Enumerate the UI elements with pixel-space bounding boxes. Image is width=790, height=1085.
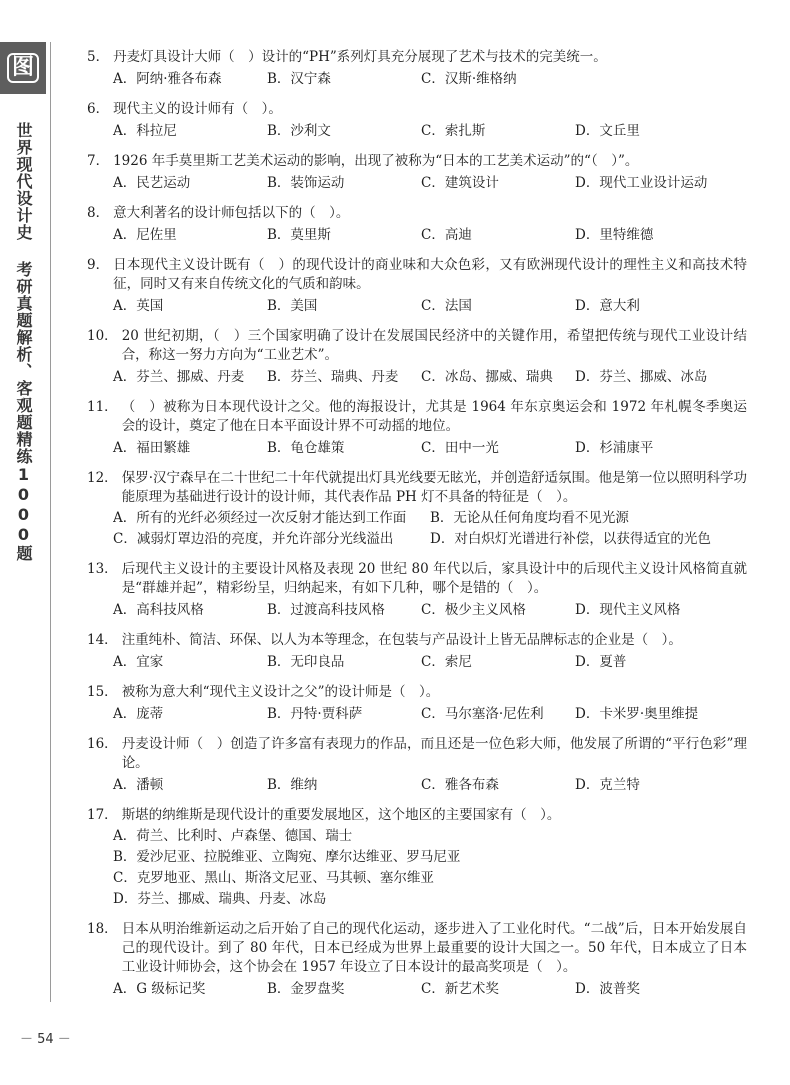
answer-option: B．金罗盘奖 [267,981,345,997]
question-item [87,152,747,193]
answer-option: D．波普奖 [575,981,640,997]
question-stem [87,735,747,773]
page-number: － 54 － [20,1032,71,1047]
question-item [87,398,747,458]
question-text: 日本从明治维新运动之后开始了自己的现代化运动，逐步进入了工业化时代。“二战”后，日本开始发展自己的现代设计。到了 80 年代，日本已经成为世界上最重要的设计大国之一。50 年代，日本成立了日本工业设计师协会，这个协会在 1957 年设立了日本设计的最高奖项是（ ）。 [121,921,747,975]
question-stem [87,560,747,598]
answer-option: A．阿纳·雅各布森 [113,71,222,87]
answer-option: A．英国 [113,298,164,314]
answer-option: A．潘顿 [113,777,164,793]
sidebar-divider [50,42,51,1002]
answer-option: C．法国 [421,298,472,314]
question-stem [87,152,747,171]
answer-option: C．高迪 [421,227,472,243]
question-text: 丹麦设计师（ ）创造了许多富有表现力的作品，而且还是一位色彩大师，他发展了所谓的“平行色彩”理论。 [121,736,747,771]
answer-option: A．高科技风格 [113,602,204,618]
answer-option: A．民艺运动 [113,175,191,191]
answer-option: C．马尔塞洛·尼佐利 [421,706,544,722]
option-row [87,980,747,999]
answer-option: A．科拉尼 [113,123,177,139]
question-number: 7． [87,153,110,169]
question-text: 后现代主义设计的主要设计风格及表现 20 世纪 80 年代以后，家具设计中的后现代主义设计风格简直就是“群雄并起”，精彩纷呈，归纳起来，有如下几种，哪个是错的（ ）。 [121,561,747,596]
answer-option: A．宜家 [113,654,164,670]
option-row [87,776,747,795]
question-number: 12． [87,470,118,486]
answer-option: A．福田繁雄 [113,440,191,456]
answer-option: C．减弱灯罩边沿的亮度，并允许部分光线溢出 [113,531,394,547]
answer-option: C．建筑设计 [421,175,499,191]
question-stem [87,100,747,119]
question-item [87,327,747,387]
question-item [87,920,747,999]
answer-option: D．芬兰、挪威、冰岛 [575,369,708,385]
option-row [87,70,747,89]
answer-option: C．克罗地亚、黑山、斯洛文尼亚、马其顿、塞尔维亚 [113,870,434,886]
question-item [87,100,747,141]
question-text: 日本现代主义设计既有（ ）的现代设计的商业味和大众色彩，又有欧洲现代设计的理性主义和高技术特征，同时又有来自传统文化的气质和韵味。 [113,257,747,292]
question-item [87,806,747,909]
question-stem [87,631,747,650]
answer-option: B．芬兰、瑞典、丹麦 [267,369,399,385]
option-row [87,226,747,245]
question-text: 现代主义的设计师有（ ）。 [113,101,282,117]
answer-option: B．沙利文 [267,123,331,139]
question-number: 15． [87,684,118,700]
option-row [87,439,747,458]
answer-option: D．现代工业设计运动 [575,175,708,191]
question-item [87,48,747,89]
answer-option: D．意大利 [575,298,640,314]
answer-option: D．对白炽灯光谱进行补偿，以获得适宜的光色 [430,531,711,547]
answer-option: B．莫里斯 [267,227,331,243]
question-number: 9． [87,257,110,273]
option-row [87,601,747,620]
question-stem [87,398,747,436]
answer-option: D．克兰特 [575,777,640,793]
answer-option: D．芬兰、挪威、瑞典、丹麦、冰岛 [113,891,327,907]
question-number: 11． [87,399,118,415]
question-number: 6． [87,101,110,117]
answer-option: C．索扎斯 [421,123,486,139]
answer-option: D．里特维德 [575,227,654,243]
question-text: 斯堪的纳维斯是现代设计的重要发展地区，这个地区的主要国家有（ ）。 [121,807,561,823]
answer-option: B．美国 [267,298,318,314]
question-item [87,256,747,316]
answer-option: A．G 级标记奖 [113,981,206,997]
answer-option: B．无论从任何角度均看不见光源 [430,510,629,526]
answer-option: B．汉宁森 [267,71,331,87]
option-row [87,530,747,549]
question-item [87,469,747,549]
question-number: 18． [87,921,118,937]
answer-option: D．杉浦康平 [575,440,654,456]
book-logo [0,42,46,94]
answer-option: A．庞蒂 [113,706,164,722]
option-row [87,297,747,316]
question-number: 8． [87,205,110,221]
question-number: 10． [87,328,118,344]
question-item [87,683,747,724]
question-stem [87,327,747,365]
question-stem [87,806,747,825]
option-row [87,705,747,724]
answer-option: B．维纳 [267,777,318,793]
question-item [87,204,747,245]
answer-option: B．无印良品 [267,654,345,670]
answer-option: B．爱沙尼亚、拉脱维亚、立陶宛、摩尔达维亚、罗马尼亚 [113,849,461,865]
answer-option: B．龟仓雄策 [267,440,345,456]
answer-option: A．所有的光纤必须经过一次反射才能达到工作面 [113,510,407,526]
question-number: 13． [87,561,118,577]
question-text: 丹麦灯具设计大师（ ）设计的“PH”系列灯具充分展现了艺术与技术的完美统一。 [113,49,607,65]
answer-option: D．现代主义风格 [575,602,681,618]
question-item [87,631,747,672]
answer-option: B．装饰运动 [267,175,345,191]
answer-option: D．文丘里 [575,123,640,139]
option-row [87,122,747,141]
question-text: 20 世纪初期，（ ）三个国家明确了设计在发展国民经济中的关键作用，希望把传统与现代工业设计结合，称这一努力方向为“工业艺术”。 [121,328,747,363]
sidebar [0,0,46,1085]
answer-option: B．丹特·贾科萨 [267,706,363,722]
question-text: （ ）被称为日本现代设计之父。他的海报设计，尤其是 1964 年东京奥运会和 1972 年札幌冬季奥运会的设计，奠定了他在日本平面设计界不可动摇的地位。 [121,399,747,434]
question-item [87,735,747,795]
question-stem [87,48,747,67]
answer-option: C．新艺术奖 [421,981,499,997]
question-text: 保罗·汉宁森早在二十世纪二十年代就提出灯具光线要无眩光，并创造舒适氛围。他是第一位以照明科学功能原理为基础进行设计的设计师，其代表作品 PH 灯不具备的特征是（ ）。 [121,470,747,505]
logo-glyph: 图 [7,53,39,83]
answer-option: C．田中一光 [421,440,499,456]
option-row [87,653,747,672]
question-number: 16． [87,736,118,752]
question-number: 17． [87,807,118,823]
question-text: 意大利著名的设计师包括以下的（ ）。 [113,205,350,221]
answer-option: B．过渡高科技风格 [267,602,385,618]
question-stem [87,204,747,223]
answer-option: D．夏普 [575,654,627,670]
question-item [87,560,747,620]
question-text: 1926 年手莫里斯工艺美术运动的影响，出现了被称为“日本的工艺美术运动”的“（ ）”。 [113,153,639,169]
option-row [87,509,747,528]
question-number: 5． [87,49,110,65]
answer-option: A．尼佐里 [113,227,177,243]
answer-option: C．冰岛、挪威、瑞典 [421,369,553,385]
answer-option: C．极少主义风格 [421,602,526,618]
question-text: 注重纯朴、简洁、环保、以人为本等理念，在包装与产品设计上皆无品牌标志的企业是（ ）。 [121,632,682,648]
answer-option: C．汉斯·维格纳 [421,71,517,87]
question-number: 14． [87,632,118,648]
answer-option: A．芬兰、挪威、丹麦 [113,369,245,385]
answer-option: A．荷兰、比利时、卢森堡、德国、瑞士 [113,828,353,844]
question-stem [87,256,747,294]
question-stem [87,469,747,507]
book-title-vertical: 世界现代设计史 考研真题解析、客观题精练1000题 [14,122,33,562]
question-stem [87,920,747,977]
question-stem [87,683,747,702]
question-list [87,48,747,1010]
question-text: 被称为意大利“现代主义设计之父”的设计师是（ ）。 [121,684,440,700]
option-row [87,368,747,387]
answer-option: C．索尼 [421,654,472,670]
option-list [87,827,747,909]
option-row [87,174,747,193]
answer-option: D．卡米罗·奥里维提 [575,706,699,722]
answer-option: C．雅各布森 [421,777,499,793]
